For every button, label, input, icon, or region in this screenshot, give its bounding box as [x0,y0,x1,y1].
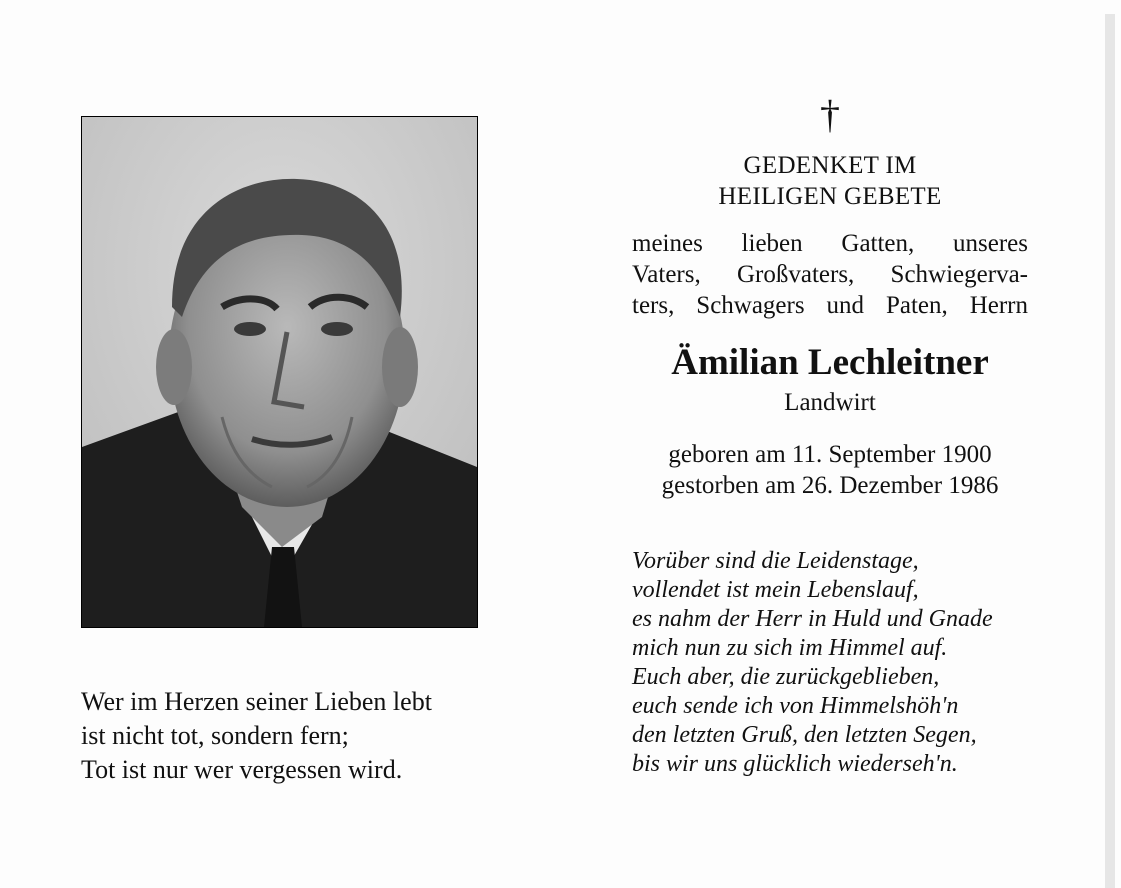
deceased-name: Ämilian Lechleitner [671,342,989,383]
left-verse-line: Tot ist nur wer vergessen wird. [81,755,403,784]
poem-line: den letzten Gruß, den letzten Segen, [632,722,977,748]
intro-line: Vaters, Großvaters, Schwiegerva- [632,261,1028,288]
poem-line: mich nun zu sich im Himmel auf. [632,635,948,661]
heading [632,150,1028,212]
intro-text [632,228,1028,321]
text-column [632,92,1028,779]
poem-line: vollendet ist mein Lebenslauf, [632,577,919,603]
portrait-image [82,117,477,627]
birth-date: geboren am 11. September 1900 [668,441,992,468]
heading-line: HEILIGEN GEBETE [718,183,942,210]
poem [632,547,1028,779]
poem-line: Vorüber sind die Leidenstage, [632,548,919,574]
poem-line: Euch aber, die zurückgeblieben, [632,664,940,690]
cross-icon: † [820,92,840,137]
intro-line: ters, Schwagers und Paten, Herrn [632,292,1028,319]
life-dates [632,439,1028,501]
scan-edge [1105,14,1115,888]
poem-line: bis wir uns glücklich wiederseh'n. [632,751,958,777]
poem-line: euch sende ich von Himmelshöh'n [632,693,959,719]
heading-line: GEDENKET IM [743,152,917,179]
left-verse [81,685,501,787]
left-verse-line: ist nicht tot, sondern fern; [81,721,349,750]
death-date: gestorben am 26. Dezember 1986 [661,472,999,499]
left-verse-line: Wer im Herzen seiner Lieben lebt [81,687,432,716]
poem-line: es nahm der Herr in Huld und Gnade [632,606,993,632]
intro-line: meines lieben Gatten, unseres [632,230,1028,257]
occupation: Landwirt [784,389,876,416]
portrait-photo [81,116,478,628]
